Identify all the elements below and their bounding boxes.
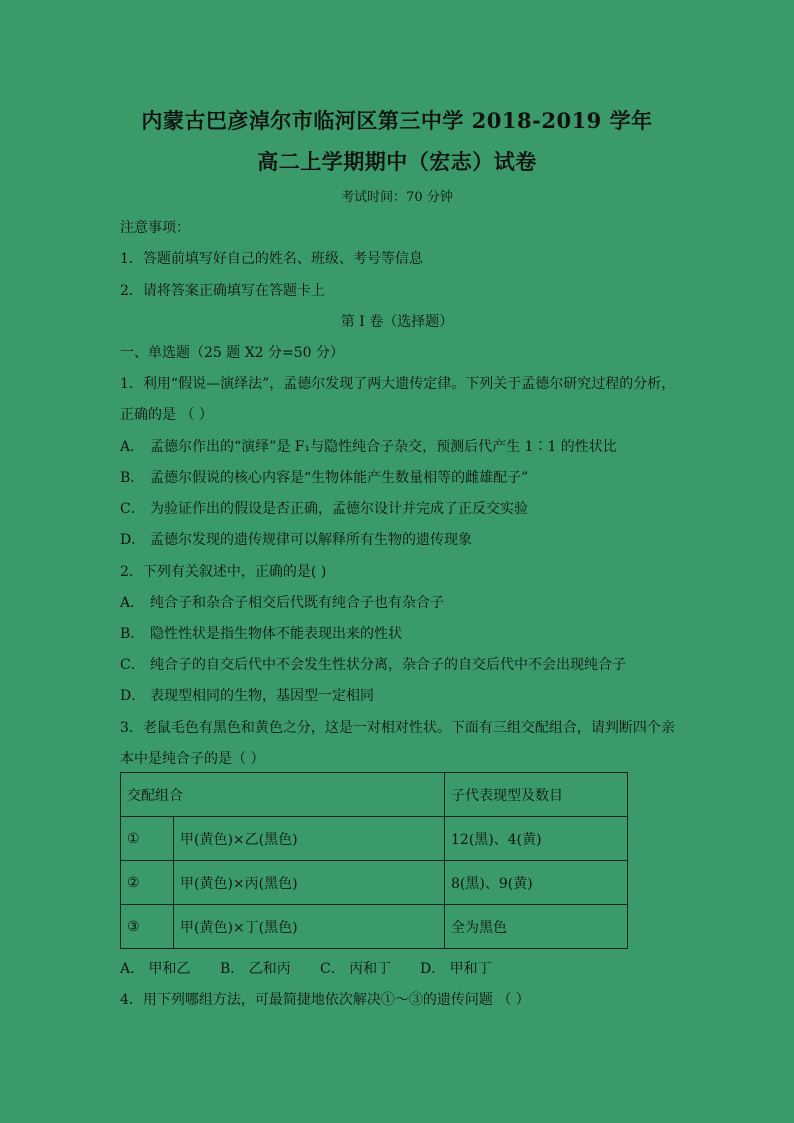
q1-option-d [120, 529, 472, 549]
q3-choice-c: C． 丙和丁 [320, 961, 392, 977]
q2-option-d [120, 685, 374, 705]
option-text: 纯合子的自交后代中不会发生性状分离，杂合子的自交后代中不会出现纯合子 [150, 657, 626, 673]
table-row [121, 817, 628, 861]
option-text: 纯合子和杂合子相交后代既有纯合子也有杂合子 [150, 595, 444, 611]
q3-choice-d: D． 甲和丁 [420, 961, 492, 977]
row-result: 8(黑)、9(黄) [445, 861, 628, 905]
option-text: 隐性性状是指生物体不能表现出来的性状 [150, 626, 402, 642]
table-row [121, 861, 628, 905]
option-letter: C． [120, 501, 145, 517]
option-text: 孟德尔发现的遗传规律可以解释所有生物的遗传现象 [150, 532, 472, 548]
q1-option-b [120, 467, 528, 487]
notice-item-1: 1．答题前填写好自己的姓名、班级、考号等信息 [120, 251, 423, 267]
option-text: 表现型相同的生物，基因型一定相同 [150, 688, 374, 704]
exam-title-line1: 内蒙古巴彦淖尔市临河区第三中学 2018-2019 学年 [141, 108, 653, 133]
q1-option-a [120, 436, 617, 456]
notice-item-2: 2．请将答案正确填写在答题卡上 [120, 283, 325, 299]
row-number: ② [121, 861, 174, 905]
q4-stem: 4．用下列哪组方法，可最简捷地依次解决①～③的遗传问题 （ ） [120, 992, 530, 1008]
q3-cross-table [120, 772, 628, 949]
row-cross: 甲(黄色)×丙(黑色) [174, 861, 445, 905]
part-title: 一、单选题（25 题 X2 分=50 分） [120, 345, 345, 361]
option-letter: A． [120, 595, 145, 611]
table-header-cross: 交配组合 [121, 773, 445, 817]
row-number: ③ [121, 905, 174, 949]
row-cross: 甲(黄色)×乙(黑色) [174, 817, 445, 861]
table-row [121, 905, 628, 949]
section-title: 第 I 卷（选择题） [340, 314, 454, 330]
row-number: ① [121, 817, 174, 861]
q3-stem-line1: 3．老鼠毛色有黑色和黄色之分，这是一对相对性状。下面有三组交配组合，请判断四个亲 [120, 720, 675, 736]
option-letter: B． [120, 626, 145, 642]
q3-stem-line2: 本中是纯合子的是（ ） [120, 751, 265, 767]
row-result: 全为黑色 [445, 905, 628, 949]
notice-heading: 注意事项： [120, 220, 190, 236]
option-letter: C． [120, 657, 145, 673]
q2-option-c [120, 654, 626, 674]
table-header-result: 子代表现型及数目 [445, 773, 628, 817]
q3-choice-b: B． 乙和丙 [220, 961, 291, 977]
option-letter: B． [120, 470, 145, 486]
q2-stem: 2．下列有关叙述中，正确的是( ) [120, 564, 327, 580]
option-letter: A． [120, 439, 145, 455]
q1-stem-line2: 正确的是 （ ） [120, 407, 213, 423]
row-result: 12(黑)、4(黄) [445, 817, 628, 861]
option-text: 为验证作出的假设是否正确，孟德尔设计并完成了正反交实验 [150, 501, 528, 517]
option-letter: D． [120, 688, 146, 704]
q2-option-a [120, 592, 444, 612]
q2-option-b [120, 623, 402, 643]
exam-time: 考试时间：70 分钟 [341, 190, 453, 205]
option-letter: D． [120, 532, 146, 548]
q3-choices [120, 958, 520, 978]
q3-choice-a: A． 甲和乙 [120, 961, 191, 977]
q1-stem-line1: 1．利用“假说—演绎法”，孟德尔发现了两大遗传定律。下列关于孟德尔研究过程的分析， [120, 376, 676, 392]
row-cross: 甲(黄色)×丁(黑色) [174, 905, 445, 949]
option-text: 孟德尔作出的“演绎”是 F₁与隐性纯合子杂交，预测后代产生 1∶1 的性状比 [150, 439, 617, 455]
q1-option-c [120, 498, 528, 518]
option-text: 孟德尔假说的核心内容是“生物体能产生数量相等的雌雄配子” [150, 470, 529, 486]
table-header-row [121, 773, 628, 817]
exam-title-line2: 高二上学期期中（宏志）试卷 [257, 149, 537, 174]
